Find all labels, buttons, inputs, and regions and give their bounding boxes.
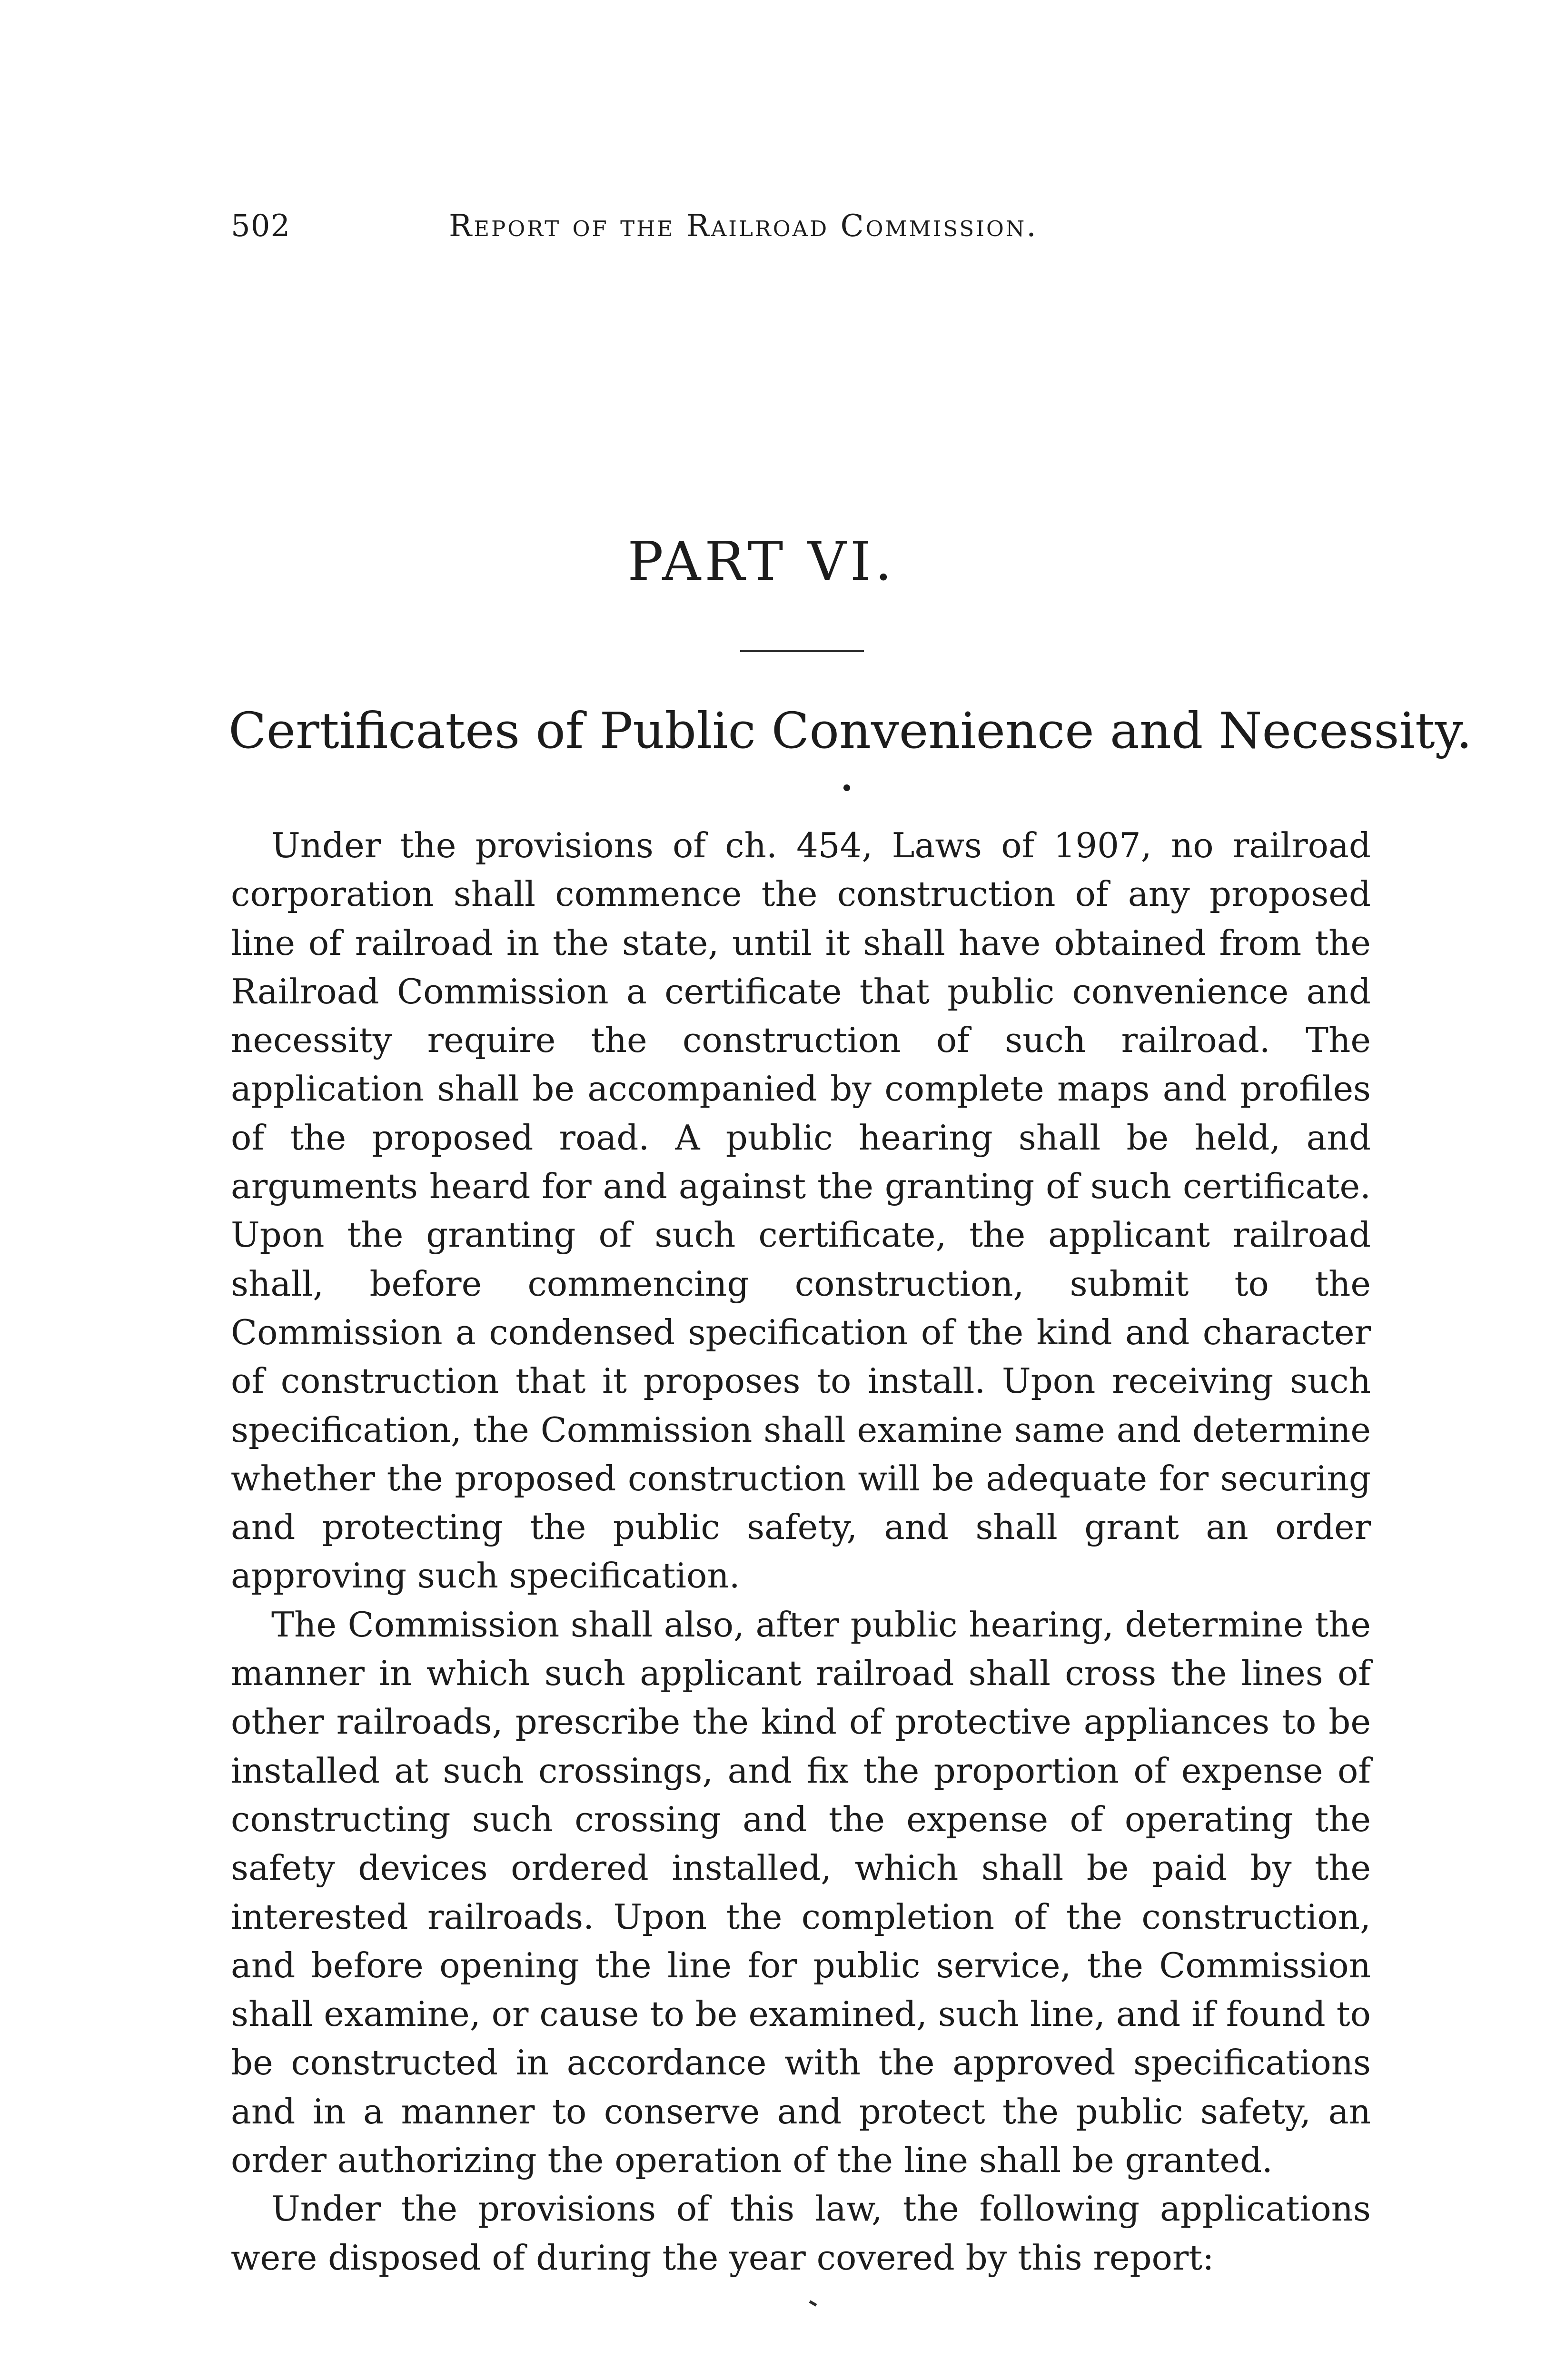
page-number: 502 — [231, 208, 291, 244]
part-heading: PART VI. — [627, 531, 896, 593]
paragraph: Under the provisions of this law, the following applications were disposed of during the year covered by this report: — [231, 2189, 1371, 2278]
body-text — [231, 821, 1371, 2282]
paragraph: The Commission shall also, after public hearing, determine the manner in which such applicant railroad shall cross the lines of other railroads, prescribe the kind of protective appliances to be installed at such crossings, and fix the proportion of expense of constructing such crossing and the expense of operating the safety devices ordered installed, which shall be paid by the interested railroads. Upon the completion of the construction, and before opening the line for public service, the Commission shall examine, or cause to be examined, such line, and if found to be constructed in accordance with the approved specifications and in a manner to conserve and protect the public safety, an order authorizing the operation of the line shall be granted. — [231, 1604, 1371, 2181]
running-head — [231, 200, 1373, 252]
heading-rule — [740, 650, 864, 652]
paragraph: Under the provisions of ch. 454, Laws of 1907, no railroad corporation shall commence the construction of any proposed line of railroad in the state, until it shall have obtained from the Railroad Commission a certificate that public convenience and necessity require the construction of such railroad. The application shall be accompanied by complete maps and profiles of the proposed road. A public hearing shall be held, and arguments heard for and against the granting of such certificate. Upon the granting of such certificate, the applicant railroad shall, before commencing construction, submit to the Commission a condensed specification of the kind and character of construction that it proposes to install. Upon receiving such specification, the Commission shall examine same and determine whether the proposed construction will be adequate for securing and protecting the public safety, and shall grant an order approving such specification. — [231, 825, 1371, 1596]
section-heading: Certificates of Public Convenience and Necessity. — [228, 702, 1472, 760]
print-mark — [843, 784, 850, 791]
print-mark — [809, 2300, 817, 2306]
running-title: Report of the Railroad Commission. — [449, 208, 1038, 244]
